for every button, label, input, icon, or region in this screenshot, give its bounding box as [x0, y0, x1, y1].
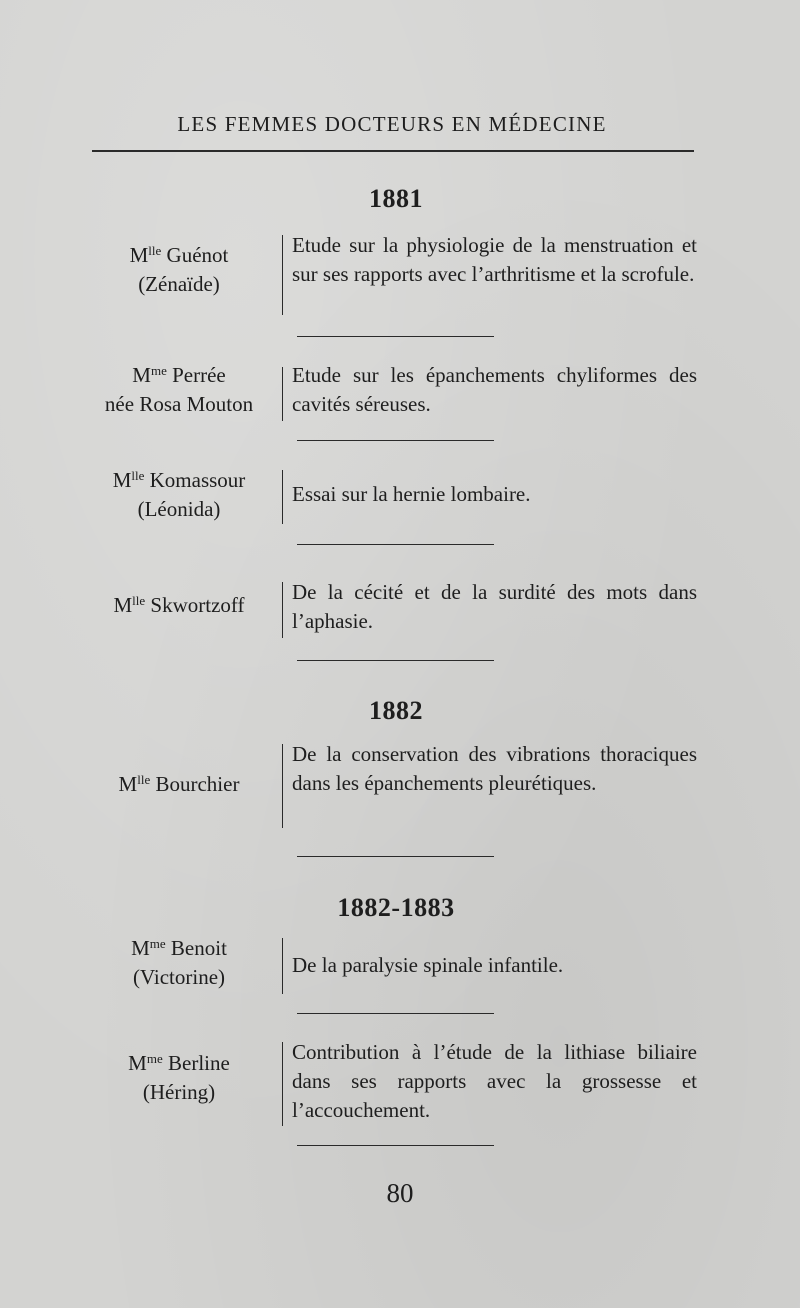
header-rule — [92, 150, 694, 152]
thesis-title: Contribution à l’étude de la lithiase biliaire dans ses rapports avec la grossesse et l’accouchement. — [292, 1040, 697, 1122]
running-head: LES FEMMES DOCTEURS EN MÉDECINE — [177, 112, 607, 136]
thesis-title: De la conservation des vibrations thoraciques dans les épanchements pleurétiques. — [292, 742, 697, 795]
thesis-title: Etude sur les épanchements chyliformes des cavités séreuses. — [292, 363, 697, 416]
brace-bar — [282, 582, 283, 638]
brace-bar — [282, 470, 283, 524]
year-heading: 1881 — [369, 184, 423, 213]
brace-bar — [282, 367, 283, 421]
entry — [80, 231, 700, 321]
entry — [80, 1038, 700, 1128]
thesis-title: Etude sur la physiologie de la menstruation et sur ses rapports avec l’arthritisme et la scrofule. — [292, 233, 697, 286]
entry — [80, 464, 700, 524]
brace-bar — [282, 938, 283, 994]
separator-rule — [297, 660, 494, 661]
brace-bar — [282, 744, 283, 828]
thesis-title: Essai sur la hernie lombaire. — [292, 482, 531, 506]
author-name: $M^{lle}$ Guénot (Zénaïde) — [129, 243, 229, 296]
brace-bar — [282, 235, 283, 315]
author-name: $M^{me}$ Benoit (Victorine) — [131, 936, 227, 989]
entry — [80, 934, 700, 996]
year-heading: 1882 — [369, 696, 423, 725]
page-number: 80 — [386, 1178, 414, 1208]
entry — [80, 740, 700, 830]
author-name: $M^{me}$ Perrée née Rosa Mouton — [104, 363, 254, 416]
year-heading: 1882-1883 — [337, 893, 455, 922]
entry — [80, 578, 700, 638]
author-name: $M^{me}$ Berline (Héring) — [128, 1051, 230, 1104]
separator-rule — [297, 856, 494, 857]
separator-rule — [297, 1013, 494, 1014]
thesis-title: De la cécité et de la surdité des mots dans l’aphasie. — [292, 580, 697, 633]
entry — [80, 361, 700, 421]
separator-rule — [297, 1145, 494, 1146]
separator-rule — [297, 544, 494, 545]
author-name: $M^{lle}$ Skwortzoff — [113, 593, 245, 617]
separator-rule — [297, 336, 494, 337]
separator-rule — [297, 440, 494, 441]
brace-bar — [282, 1042, 283, 1126]
thesis-title: De la paralysie spinale infantile. — [292, 953, 564, 977]
author-name: $M^{lle}$ Komassour (Léonida) — [112, 468, 246, 521]
author-name: $M^{lle}$ Bourchier — [118, 772, 240, 796]
